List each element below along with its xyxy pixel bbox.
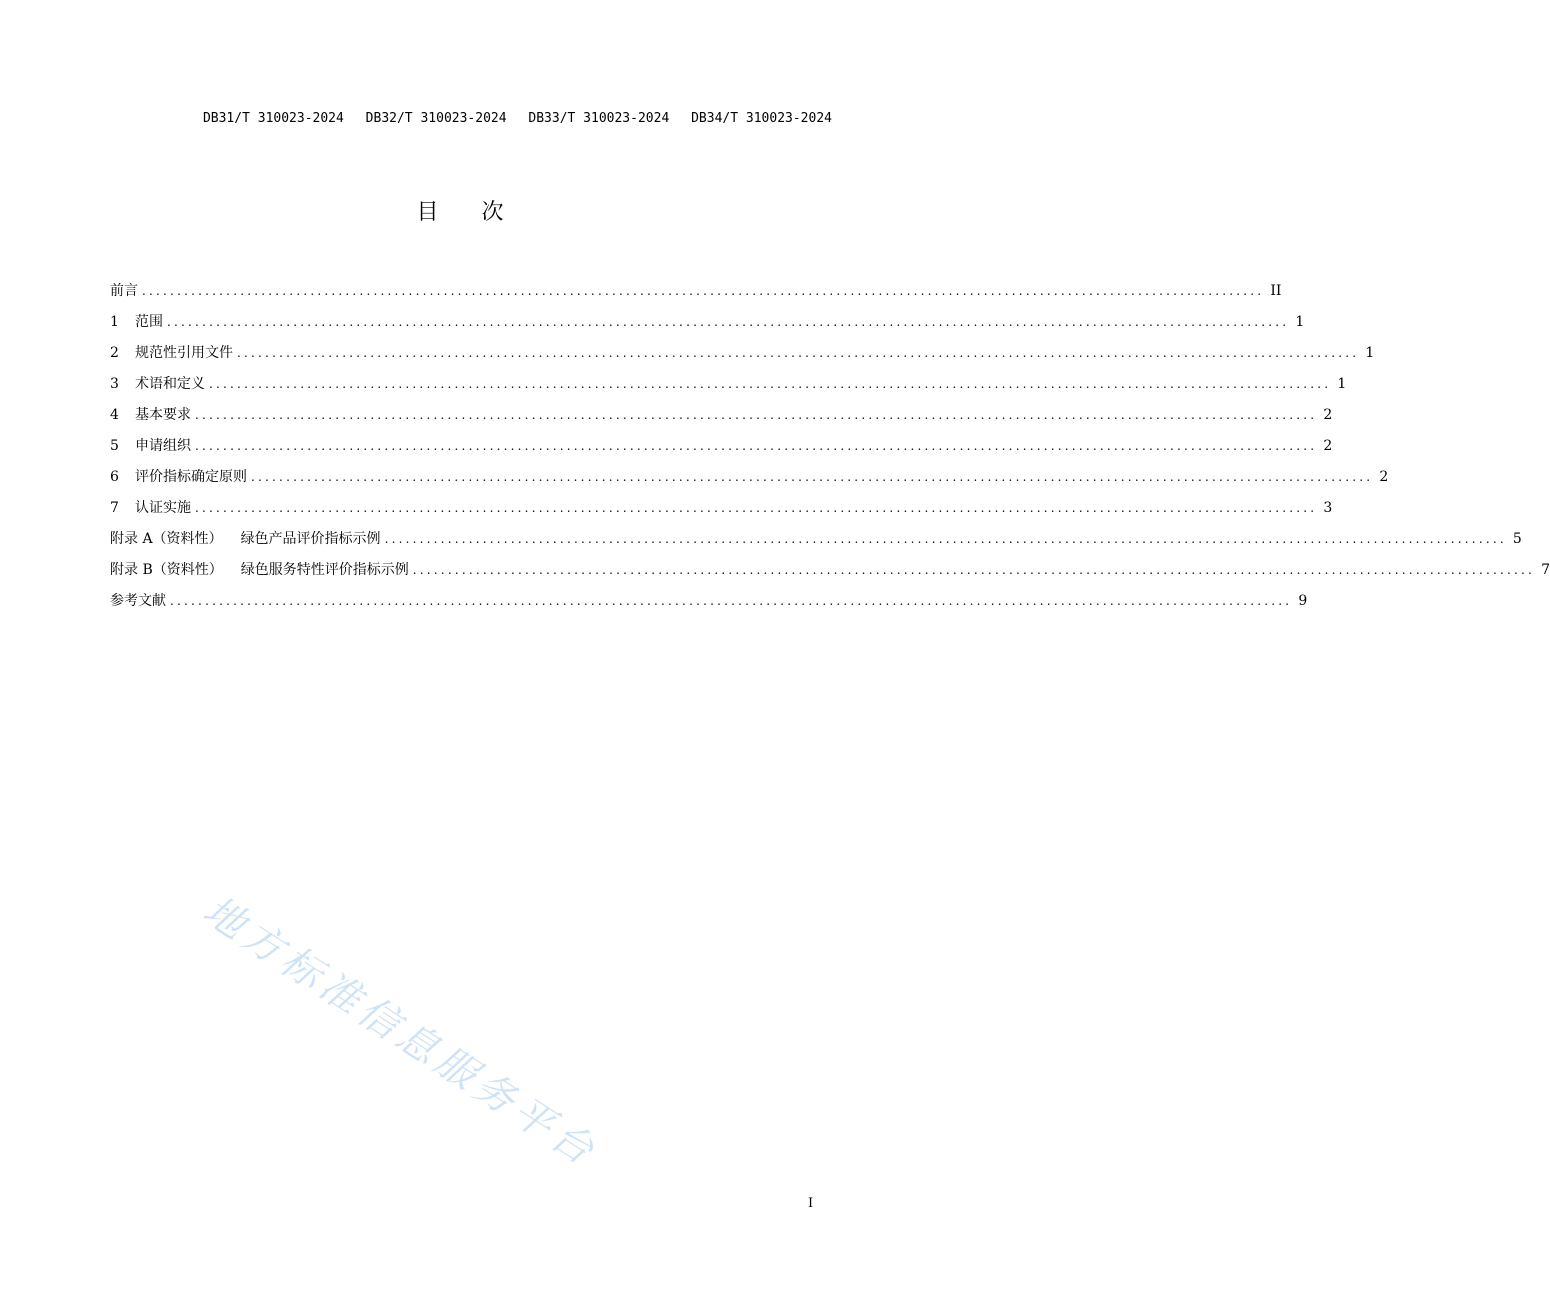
toc-entry-number: 2 [110, 345, 119, 361]
toc-entry-label: 基本要求 [135, 407, 191, 423]
toc-entry-label: 术语和定义 [135, 376, 205, 392]
toc-leader-dots: ................................................................................................................................................................ [412, 563, 1536, 577]
toc-entry-basic-requirements[interactable] [110, 405, 1333, 436]
toc-entry-scope[interactable] [110, 312, 1305, 343]
toc-entry-foreword[interactable] [110, 281, 1282, 312]
toc-entry-normative-references[interactable] [110, 343, 1375, 374]
toc-entry-number: 5 [110, 438, 119, 454]
toc-annex-tag: 附录 B（资料性） [110, 562, 223, 578]
toc-entry-number: 4 [110, 407, 119, 423]
standard-code-header [189, 111, 832, 126]
toc-entry-number: 6 [110, 469, 119, 485]
toc-annex-tag: 附录 A（资料性） [110, 531, 223, 547]
watermark-text: 地方标准信息服务平台 [195, 887, 606, 1177]
table-of-contents [110, 281, 1550, 622]
toc-entry-page: 1 [1295, 314, 1305, 330]
toc-leader-dots: ................................................................................................................................................................ [209, 377, 1332, 391]
toc-leader-dots: ................................................................................................................................................................ [195, 501, 1318, 515]
toc-entry-page: 9 [1298, 593, 1308, 609]
standard-code: DB31/T 310023-2024 [202, 111, 344, 126]
toc-entry-label: 绿色服务特性评价指标示例 [240, 562, 409, 578]
toc-entry-annex-b[interactable] [110, 560, 1550, 591]
toc-entry-label: 申请组织 [135, 438, 191, 454]
toc-entry-page: II [1270, 283, 1282, 299]
toc-entry-number: 7 [110, 500, 119, 516]
toc-entry-page: 7 [1541, 562, 1550, 578]
toc-entry-terms-definitions[interactable] [110, 374, 1347, 405]
toc-entry-page: 2 [1323, 407, 1333, 423]
toc-leader-dots: ................................................................................................................................................................ [251, 470, 1374, 484]
toc-entry-label: 绿色产品评价指标示例 [240, 531, 381, 547]
toc-leader-dots: ................................................................................................................................................................ [170, 594, 1293, 608]
toc-entry-page: 1 [1337, 376, 1347, 392]
toc-entry-page: 5 [1512, 531, 1522, 547]
toc-leader-dots: ................................................................................................................................................................ [384, 532, 1507, 546]
standard-code: DB34/T 310023-2024 [691, 111, 832, 126]
toc-entry-indicator-principles[interactable] [110, 467, 1389, 498]
toc-entry-annex-a[interactable] [110, 529, 1522, 560]
toc-leader-dots: ................................................................................................................................................................ [195, 439, 1318, 453]
toc-leader-dots: ................................................................................................................................................................ [237, 346, 1360, 360]
toc-entry-applicant-organization[interactable] [110, 436, 1333, 467]
toc-entry-bibliography[interactable] [110, 591, 1308, 622]
page-number: I [808, 1196, 814, 1211]
toc-entry-label: 认证实施 [135, 500, 191, 516]
toc-entry-label: 规范性引用文件 [135, 345, 233, 361]
toc-entry-number: 3 [110, 376, 119, 392]
toc-leader-dots: ................................................................................................................................................................ [142, 284, 1265, 298]
standard-code: DB32/T 310023-2024 [365, 111, 507, 126]
toc-entry-page: 2 [1323, 438, 1333, 454]
toc-title: 目 次 [416, 200, 522, 225]
toc-entry-page: 2 [1379, 469, 1389, 485]
toc-leader-dots: ................................................................................................................................................................ [195, 408, 1318, 422]
toc-entry-number: 1 [110, 314, 119, 330]
toc-entry-certification-implementation[interactable] [110, 498, 1333, 529]
toc-entry-page: 3 [1323, 500, 1333, 516]
toc-leader-dots: ................................................................................................................................................................ [167, 315, 1290, 329]
toc-entry-label: 参考文献 [110, 593, 166, 609]
toc-entry-page: 1 [1365, 345, 1375, 361]
standard-code: DB33/T 310023-2024 [528, 111, 670, 126]
toc-entry-label: 范围 [135, 314, 163, 330]
toc-entry-label: 评价指标确定原则 [135, 469, 247, 485]
toc-entry-label: 前言 [110, 283, 138, 299]
